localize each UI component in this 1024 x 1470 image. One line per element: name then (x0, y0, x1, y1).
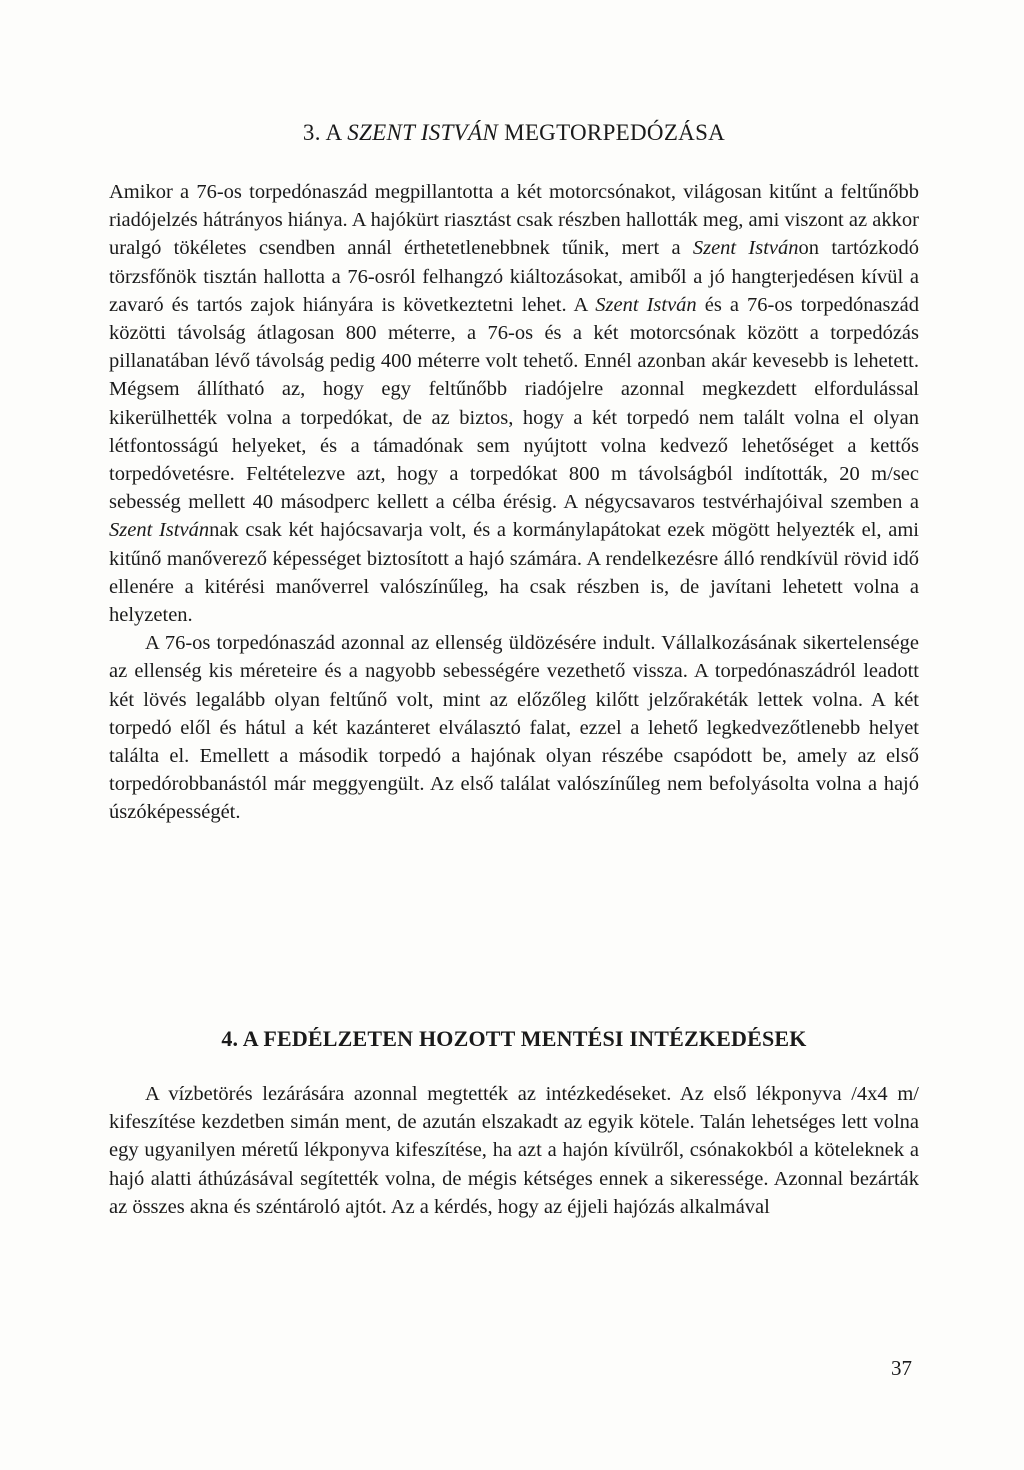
ship-name: Szent István (595, 293, 697, 316)
section-4-paragraph-1: A vízbetörés lezárására azonnal megtették az intézkedéseket. Az első lékponyva /4x4 m/ kifeszítése kezdetben simán ment, de azután elszakadt az egyik kötele. Talán lehetséges lett volna egy ugyanilyen méretű lékponyva kifeszítése, ha azt a hajón kívülről, csónakokból a köteleknek a hajó alatti áthúzásával segítették volna, de mégis kétséges ennek a sikeressége. Azonnal bezárták az összes akna és széntároló ajtót. Az a kérdés, hogy az éjjeli hajózás alkalmával (109, 1083, 919, 1218)
paragraph-text: nak csak két hajócsavarja volt, és a kormánylapátokat ezek mögött helyezték el, ami kitűnő manőverező képességet biztosított a hajó számára. A rendelkezésre álló rendkívül rövid idő ellenére a kitérési manőverrel valószínűleg, ha csak részben is, de javítani lehetett volna a helyzeten. (109, 519, 919, 627)
section-3-heading-number: 3. A (302, 120, 348, 145)
ship-name: Szent István (692, 237, 799, 260)
section-3-paragraph-2: A 76-os torpedónaszád azonnal az ellenség üldözésére indult. Vállalkozásának sikertelensége az ellenség kis méreteire és a nagyobb sebességére vezethető vissza. A torpedónaszádról leadott két lövés legalább olyan feltűnő volt, mint az előzőleg kilőtt jelzőrakéták lettek volna. A két torpedó elől és hátul a két kazánteret elválasztó falat, ezzel a lehető legkedvezőtlenebb helyet találta el. Emellett a második torpedó a hajónak olyan részébe csapódott be, amely az első torpedórobbanástól már meggyengült. Az első találat valószínűleg nem befolyásolta volna a hajó úszóképességét. (109, 632, 919, 824)
section-3-heading-rest: MEGTORPEDÓZÁSA (498, 120, 726, 145)
section-3-heading (109, 118, 919, 148)
paragraph-text: és a 76-os torpedónaszád közötti távolság átlagosan 800 méterre, a 76-os és a két motorcsónak között a torpedózás pillanatában lévő távolság pedig 400 méterre volt tehető. Ennél azonban akár kevesebb is lehetett. Mégsem állítható az, hogy egy feltűnőbb riadójelre azonnal megkezdett elfordulással kikerülhették volna a torpedókat, de az biztos, hogy a két torpedó nem talált volna el olyan létfontosságú helyeket, és a támadónak sem nyújtott volna kedvező lehetőséget a kettős torpedóvetésre. Feltételezve azt, hogy a torpedókat 800 m távolságból indították, 20 m/sec sebesség mellett 40 másodperc kellett a célba érésig. A négycsavaros testvérhajóival szemben a (109, 293, 919, 514)
page-number: 37 (891, 1356, 912, 1380)
section-4-body (109, 1080, 919, 1221)
ship-name: Szent István (109, 519, 210, 542)
paragraph-text: Amikor a 76-os torpedónaszád megpillantotta a két motorcsónakot, világosan kitűnt a feltűnőbb riadójelzés hátrányos hiánya. A hajókürt riasztást csak részben hallották meg, ami viszont az akkor uralgó tökéletes csendben annál érthetetlenebbnek tűnik, mert a (109, 181, 919, 260)
section-3-body (109, 178, 919, 827)
paragraph-text: on tartózkodó törzsfőnök tisztán hallotta a 76-osról felhangzó kiáltozásokat, amiből a jó hangterjedésen kívül a zavaró és tartós zajok hiányára is következtetni lehet. A (109, 237, 919, 316)
section-3-heading-ship-name: SZENT ISTVÁN (347, 120, 499, 145)
section-3-paragraph-1 (109, 178, 919, 629)
section-4-heading: 4. A FEDÉLZETEN HOZOTT MENTÉSI INTÉZKEDÉSEK (221, 1026, 807, 1051)
